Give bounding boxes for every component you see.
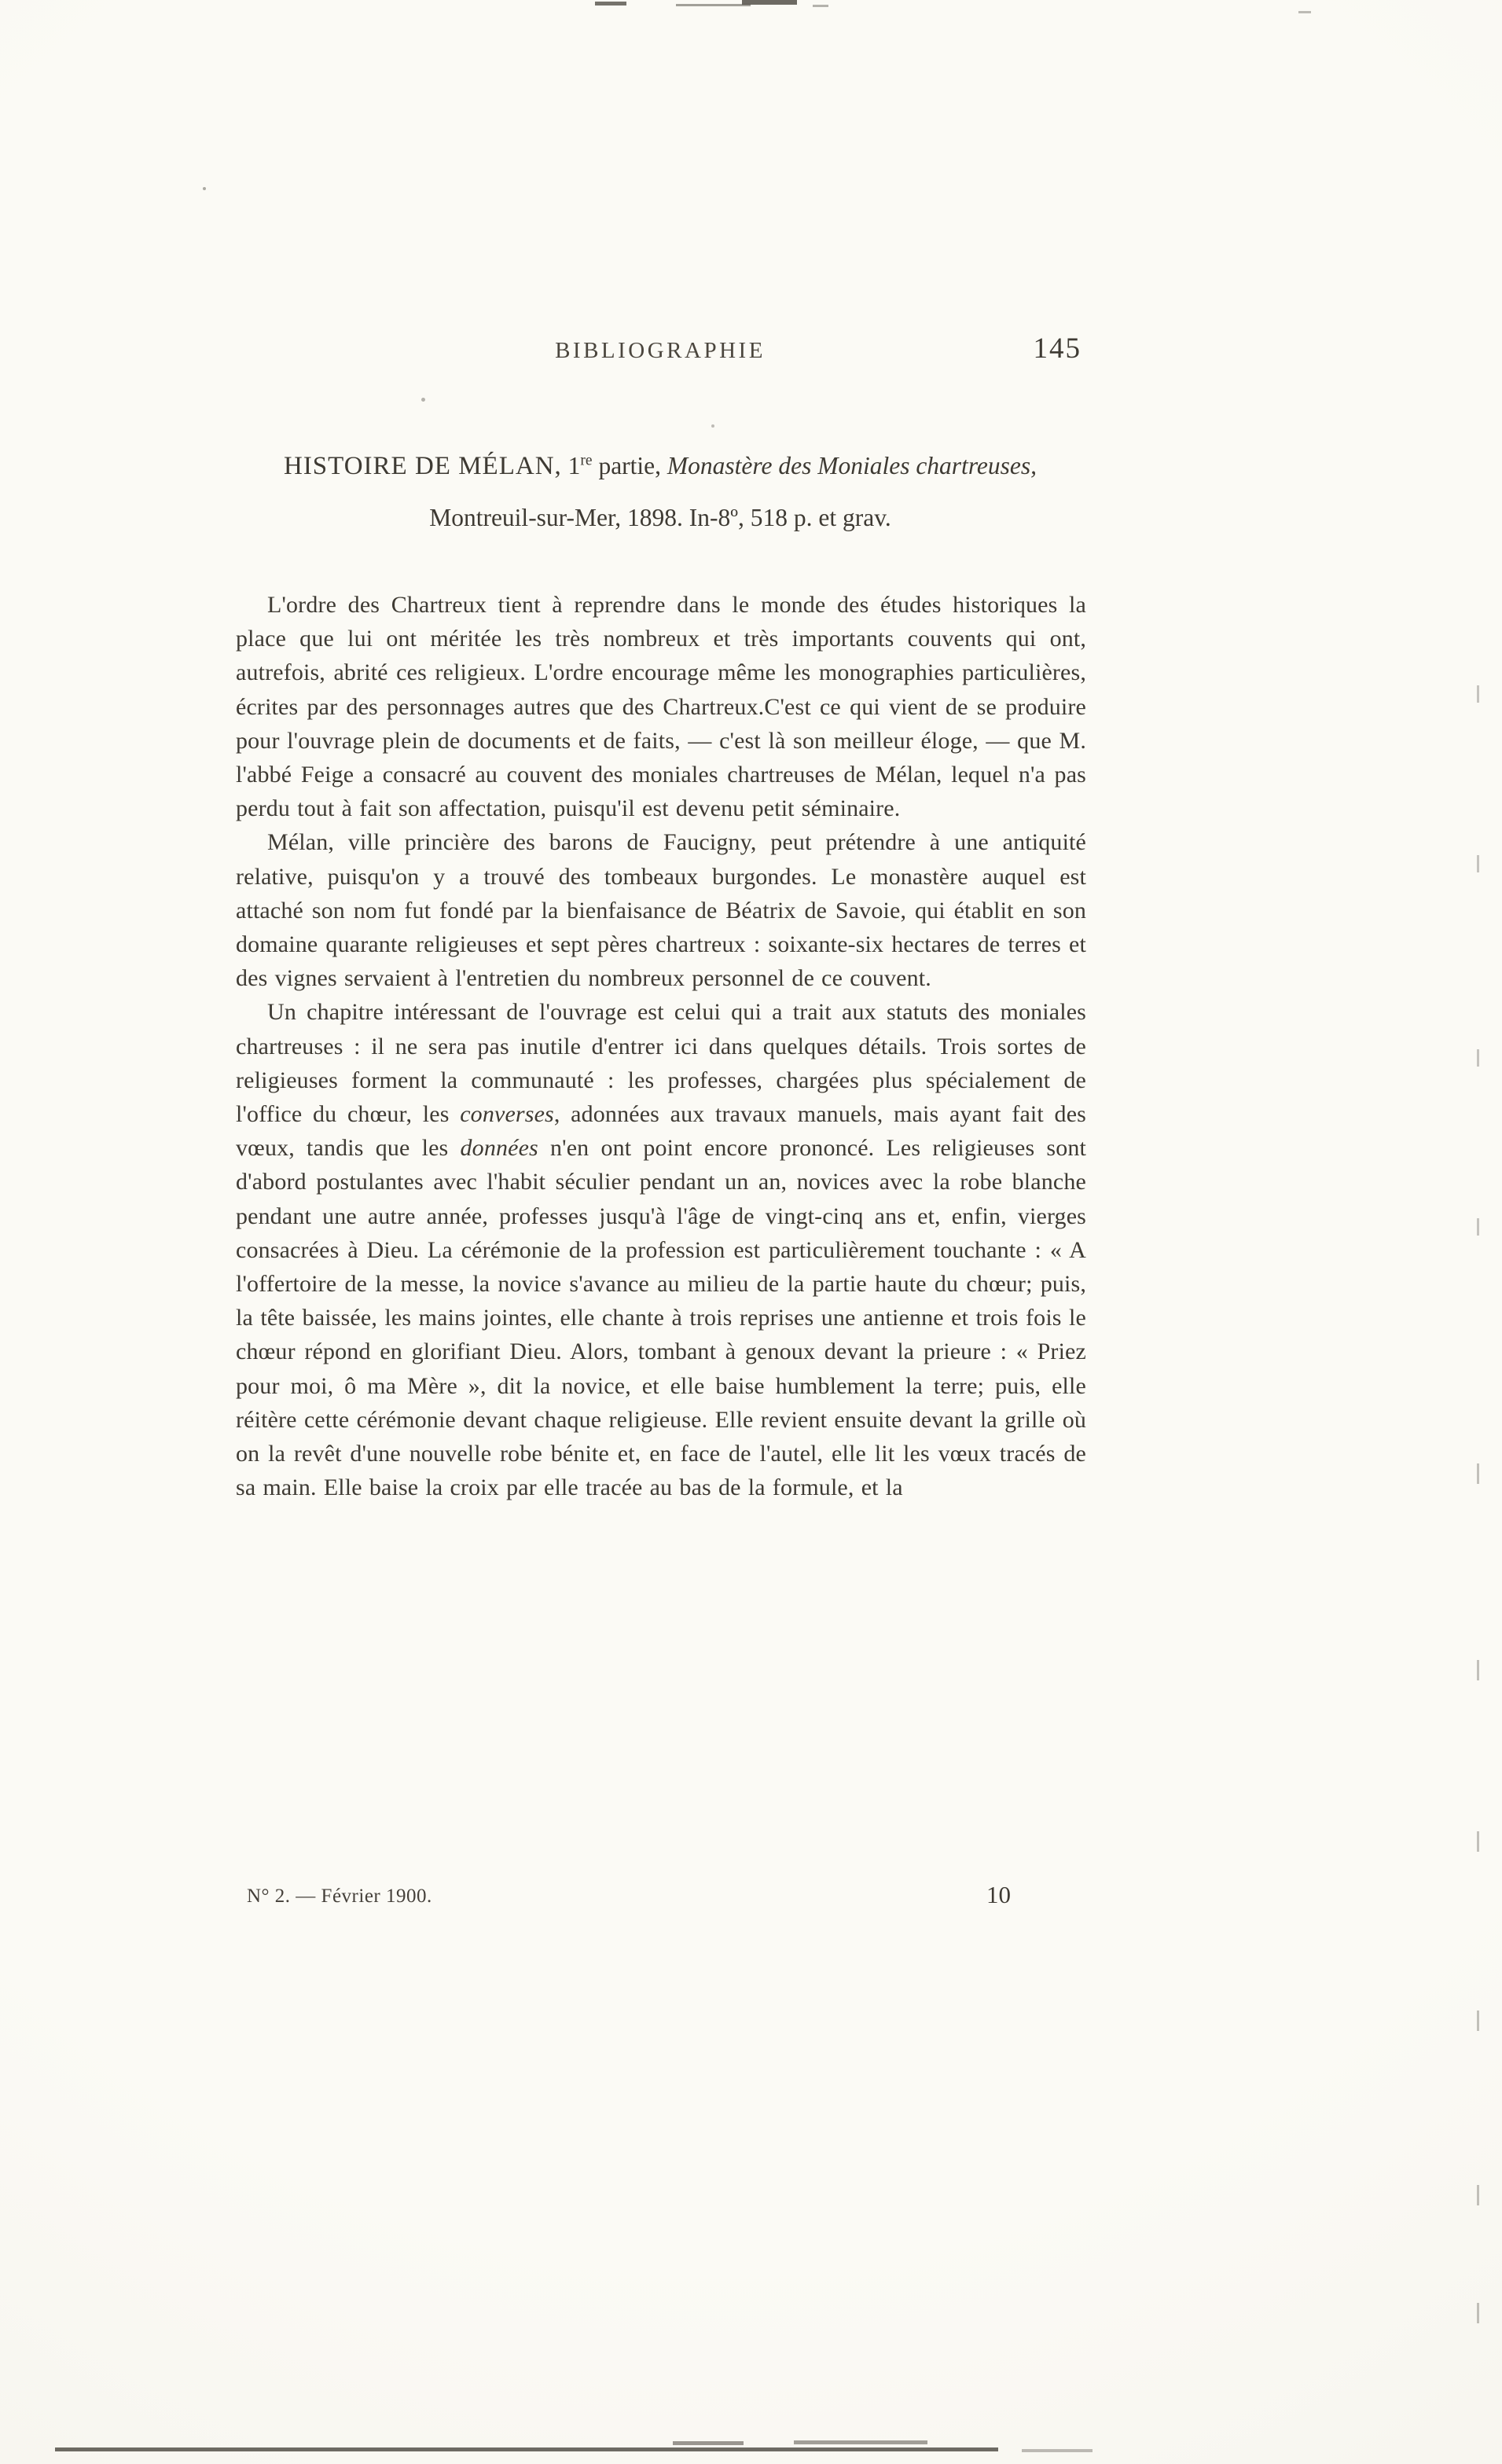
edition-ordinal-sup: re (580, 452, 593, 469)
edition-statement (568, 452, 661, 479)
scan-artifact (742, 0, 797, 5)
paragraph-3 (236, 995, 1086, 1504)
scan-artifact (203, 187, 206, 190)
term-donnees-italic: données (460, 1135, 538, 1162)
scan-artifact (1477, 1831, 1479, 1852)
scan-artifact (711, 424, 714, 428)
paragraph-3-segment: , adonnées aux travaux manuels, mais ayant fait des vœux, tandis que les (236, 1101, 1086, 1162)
signature-mark: 10 (986, 1881, 1011, 1908)
scan-artifact (676, 4, 751, 6)
scan-artifact (1477, 2010, 1479, 2031)
work-subtitle-italic: Monastère des Moniales chartreuses, (667, 452, 1037, 479)
review-text (236, 588, 1086, 1504)
scan-artifact (1022, 2449, 1093, 2452)
bibliographic-reference (220, 450, 1100, 534)
paragraph-3-segment: Un chapitre intéressant de l'ouvrage est celui qui a trait aux statuts des moniales chartreuses : il ne sera pas inutile d'entrer ici dans quelques détails. Trois sortes de religieuses forment la communauté : les professes, chargées plus spécialement de l'office du chœur, les (236, 999, 1086, 1128)
page-footer (236, 1881, 1086, 1915)
scan-artifact (813, 5, 828, 7)
imprint-line: Montreuil-sur-Mer, 1898. In-8º, 518 p. et grav. (429, 504, 891, 531)
edition-number: 1 (567, 452, 581, 479)
scan-artifact (794, 2440, 927, 2444)
reference-line-1 (220, 450, 1100, 483)
scan-artifact (1477, 1049, 1479, 1067)
scan-artifact (595, 2, 626, 6)
scan-artifact (1477, 2303, 1479, 2323)
scan-artifact (55, 2447, 998, 2451)
scan-artifact (1477, 685, 1479, 703)
scan-artifact (1477, 1218, 1479, 1236)
scan-artifact (673, 2441, 744, 2445)
scan-artifact (421, 398, 425, 402)
scan-artifact (1477, 1660, 1479, 1680)
running-head (236, 332, 1085, 365)
scan-artifact (1477, 2185, 1479, 2205)
scan-artifact (1477, 1463, 1479, 1484)
work-title-caps: HISTOIRE DE MÉLAN, (283, 452, 562, 480)
scan-artifact (1477, 855, 1479, 872)
page-number: 145 (1033, 332, 1082, 365)
scan-artifact (1298, 11, 1311, 13)
running-title: BIBLIOGRAPHIE (555, 338, 766, 363)
paragraph-3-segment: n'en ont point encore prononcé. Les religieuses sont d'abord postulantes avec l'habit séculier pendant un an, novices avec la robe blanche pendant une autre année, professes jusqu'à l'âge de vingt-cinq ans et, enfin, vierges consacrées à Dieu. La cérémonie de la profession est particulièrement touchante : « A l'offertoire de la messe, la novice s'avance au milieu de la partie haute du chœur; puis, la tête baissée, les mains jointes, elle chante à trois reprises une antienne et trois fois le chœur répond en glorifiant Dieu. Alors, tombant à genoux devant la prieure : « Priez pour moi, ô ma Mère », dit la novice, et elle baise humblement la terre; puis, elle réitère cette cérémonie devant chaque religieuse. Elle revient ensuite devant la grille où on la revêt d'une nouvelle robe bénite et, en face de l'autel, elle lit les vœux tracés de sa main. Elle baise la croix par elle tracée au bas de la formule, et la (236, 1135, 1086, 1501)
paragraph-2: Mélan, ville princière des barons de Faucigny, peut prétendre à une antiquité relative, puisqu'on y a trouvé des tombeaux burgondes. Le monastère auquel est attaché son nom fut fondé par la bienfaisance de Béatrix de Savoie, qui établit en son domaine quarante religieuses et sept pères chartreux : soixante-six hectares de terres et des vignes servaient à l'entretien du nombreux personnel de ce couvent. (236, 829, 1086, 992)
edition-rest: partie, (592, 452, 662, 479)
term-converses-italic: converses (460, 1101, 554, 1128)
issue-date: N° 2. — Février 1900. (247, 1886, 432, 1907)
paragraph-1: L'ordre des Chartreux tient à reprendre dans le monde des études historiques la place que lui ont méritée les très nombreux et très importants couvents qui ont, autrefois, abrité ces religieux. L'ordre encourage même les monographies particulières, écrites par des personnages autres que des Chartreux.C'est ce qui vient de se produire pour l'ouvrage plein de documents et de faits, — c'est là son meilleur éloge, — que M. l'abbé Feige a consacré au couvent des moniales chartreuses de Mélan, lequel n'a pas perdu tout à fait son affectation, puisqu'il est devenu petit séminaire. (236, 592, 1086, 822)
